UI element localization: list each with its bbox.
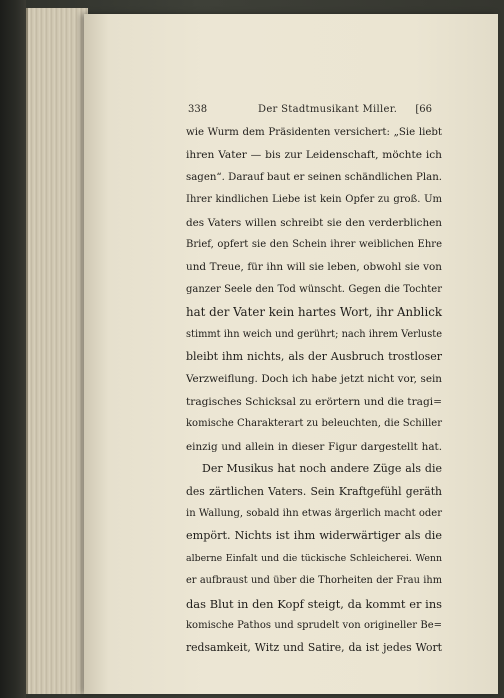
text-line: ganzer Seele den Tod wünscht. Gegen die Tochter xyxy=(186,283,442,295)
text-line: Verzweiflung. Doch ich habe jetzt nicht vor, sein xyxy=(186,373,442,386)
page-edges xyxy=(26,8,88,694)
text-line: in Wallung, sobald ihn etwas ärgerlich macht oder xyxy=(186,507,442,519)
text-line: Ihrer kindlichen Liebe ist kein Opfer zu groß. Um xyxy=(186,194,442,206)
text-line: empört. Nichts ist ihm widerwärtiger als die xyxy=(186,529,442,543)
book-cover-edge xyxy=(0,0,26,698)
text-line: tragisches Schicksal zu erörtern und die tragi= xyxy=(186,395,442,408)
marginal-number: [66 xyxy=(415,104,432,115)
text-line: des Vaters willen schreibt sie den verderblichen xyxy=(186,216,442,229)
text-line: komische Charakterart zu beleuchten, die Schiller xyxy=(186,418,442,430)
text-line: er aufbraust und über die Thorheiten der Frau ihm xyxy=(186,575,442,587)
text-line: alberne Einfalt und die tückische Schleicherei. Wenn xyxy=(186,552,442,564)
text-line: und Treue, für ihn will sie leben, obwohl sie von xyxy=(186,261,442,274)
page-number: 338 xyxy=(188,104,208,115)
text-line: stimmt ihn weich und gerührt; nach ihrem Verluste xyxy=(186,328,442,340)
text-line: wie Wurm dem Präsidenten versichert: „Sie liebt xyxy=(186,127,442,138)
text-line: Brief, opfert sie den Schein ihrer weiblichen Ehre xyxy=(186,239,442,251)
text-line: Der Musikus hat noch andere Züge als die xyxy=(202,462,442,476)
text-line: redsamkeit, Witz und Satire, da ist jedes Wort xyxy=(186,641,442,655)
running-title: Der Stadtmusikant Miller. xyxy=(258,104,398,115)
text-line: das Blut in den Kopf steigt, da kommt er ins xyxy=(186,596,442,611)
text-line: einzig und allein in dieser Figur dargestellt hat. xyxy=(186,440,442,453)
text-line: hat der Vater kein hartes Wort, ihr Anblick xyxy=(186,305,442,320)
body-text xyxy=(186,122,442,660)
text-line: bleibt ihm nichts, als der Ausbruch trostloser xyxy=(186,350,442,364)
page-header xyxy=(188,104,438,120)
text-line: des zärtlichen Vaters. Sein Kraftgefühl geräth xyxy=(186,484,442,498)
text-line: komische Pathos und sprudelt von origineller Be= xyxy=(186,619,442,631)
text-line: ihren Vater — bis zur Leidenschaft, möchte ich xyxy=(186,149,442,162)
text-line: sagen“. Darauf baut er seinen schändlichen Plan. xyxy=(186,171,442,183)
